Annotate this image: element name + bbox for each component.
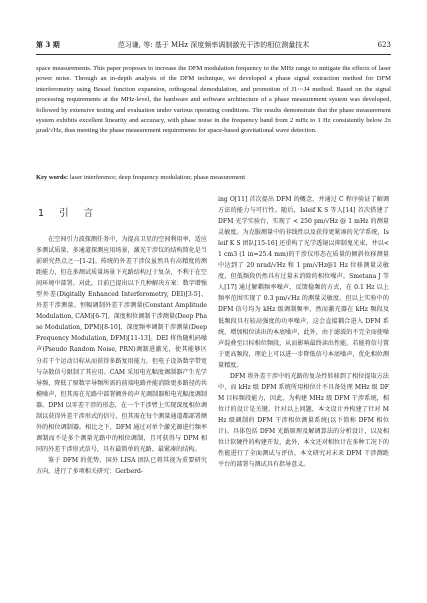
header-divider bbox=[36, 54, 391, 55]
section-title: 引 言 bbox=[59, 208, 100, 219]
keywords-text: laser interference; deep frequency modulation; phase measurement bbox=[69, 174, 246, 181]
running-header bbox=[36, 38, 391, 52]
running-title: 范习谦, 等: 基于 MHz 深度频率调制激光干涉的相位测量技术 bbox=[117, 41, 310, 49]
intro-paragraph-3: ing O[11] 首次提出 DFM 的概念，并通过 C 程序验证了解调方法的能力与可行性。随后，Isleif K S 等人[14] 首次搭建了 DFM 光学实验台，实现了 < 250 pm/√Hz @ 1 mHz 的测量灵敏度。为克服测量中的非线性以及获得更紧凑的光学系统，Isleif K S 团队[15-16] 还重构了光学透镜以抑制鬼光束，并以<1 cm3 (1 in=25.4 mm)的干涉仪形态在质量的倾斜位移测量中达到了 20 nrad/√Hz 和 1 pm/√Hz@1 Hz 位移测量灵敏度，但低频段仍然具有过量未消除的相位噪声。Smetana J 等人[17] 通过解耦频率噪声、反馈稳频的方式，在 0.1 Hz 以上频率范围实现了 0.3 pm/√Hz 的测量灵敏度。但以上实验中的 DFM 信号均为 kHz 级调制频率，然而激光器在 kHz 频段及低频段具有较高强度的功率噪声，这会直接耦合进入 DFM 系统，增加相位读出的本底噪声，此外，由于滤波的不完全而使噪声混叠至目标相位频段，从而影响最终读出性能。若能将信号置于更高频段，理论上可以进一步降低信号本底噪声，优化相位测量精度。 bbox=[218, 196, 389, 369]
keywords-label: Key words: bbox=[36, 174, 69, 181]
issue-label: 第 3 期 bbox=[36, 40, 60, 49]
left-column bbox=[36, 194, 207, 477]
section-number: 1 bbox=[38, 208, 51, 219]
section-heading bbox=[36, 194, 207, 234]
page-number: 623 bbox=[377, 41, 391, 49]
right-column bbox=[218, 194, 389, 470]
intro-paragraph-4: DFM 将外差干涉中的光路的复杂性转移到了相位提取方法中，而 kHz 级 DFM 系统所用相位计不具备处理 MHz 级 DFM 目标频段能力，因此，为构建 MHz 级 DFM 干涉系统，相位计的设计是关键。针对以上问题，本文设计并构建了针对 MHz 级调制的 DFM 干涉相位测量系统(以下简称 DFM 相位计)。具体包括 DFM 光路原理及解调算法的分析设计，以及相位计软硬件的构建开发，此外，本文还对相位计在多种工况下的性能进行了全面测试与评估。本文研究对未来 DFM 干涉测距平台的部署与测试具有指导意义。 bbox=[218, 372, 389, 469]
abstract-text: space measurements. This paper proposes to increase the DFM modulation frequency to the MHz range to mitigate the effects of laser power noise. Through an in-depth analysis of the DFM technique, we developed a phase signal extraction method for DFM interferometry using Bessel function expansion, orthogonal demodulation, and promotion of J1⋯J4 method. Based on the signal processing requirements at the MHz-level, the hardware and software architecture of a phase measurement system was developed, followed by extensive testing and evaluation under various operating conditions. The results demonstrate that the phase measurement system exhibits excellent linearity and accuracy, with phase noise in the frequency band from 2 mHz to 1 Hz consistently below 2π µrad/√Hz, thus meeting the phase measurement requirements for space-based gravitational wave detection. bbox=[36, 65, 391, 135]
intro-paragraph-1: 在空间引力波探测任务中，为提高卫星的空间利用率，适应多测试质量、多通道探测应用场景，激光干涉仪的结构简化是当前研究热点之一[1-2]。传统的外差干涉仪虽然具有高精度的测距能力，但在多测试质量场景下光路结构过于复杂，不利于在空间环境中部署。对此，目前已提出以下几种解决方案：数字增强型外差(Digitally Enhanced Interferometry, DEI)[3-5]、外差干涉测量、恒幅调制外差干涉测量(Constant Amplitude Modulation, CAM)[6-7]、深度相位调制干涉测量(Deep Phase Modulation, DPM)[8-10]、深度频率调制干涉测量(Deep Frequency Modulation, DFM)[11-13]。DEI 将伪随机码噪声(Pseudo Random Noise, PRN)调制进激光，使其能够区分若干个运动目标从而获得多路复用能力，但电子设备数字带宽与杂散信号限制了其应用。CAM 采用电光幅度调制器产生光学导频，降低了原数字导频所需的前端电路并能消除更多路径的共模噪声，但其需在光路中部署额外的声光调制器和电光幅度调制器。DPM 以零差干涉的形态，在一个干涉臂上实现深度相位调制以获得外差干涉形式的信号，但其需在每个测量通道都部署额外的相位调制器。相比之下，DFM 通过对单个激光源进行频率调制而不是多个测量光路中的相位调制，且可获得与 DPM 相同的外差干涉形式信号，具有最简单的光路、最紧凑的结构。 bbox=[36, 236, 207, 453]
intro-paragraph-2: 鉴于 DFM 的优势，国外 LISA 团队已将其视为重要研究方向，进行了多项相关研究：Gerberd- bbox=[36, 456, 207, 475]
keywords bbox=[36, 173, 391, 183]
